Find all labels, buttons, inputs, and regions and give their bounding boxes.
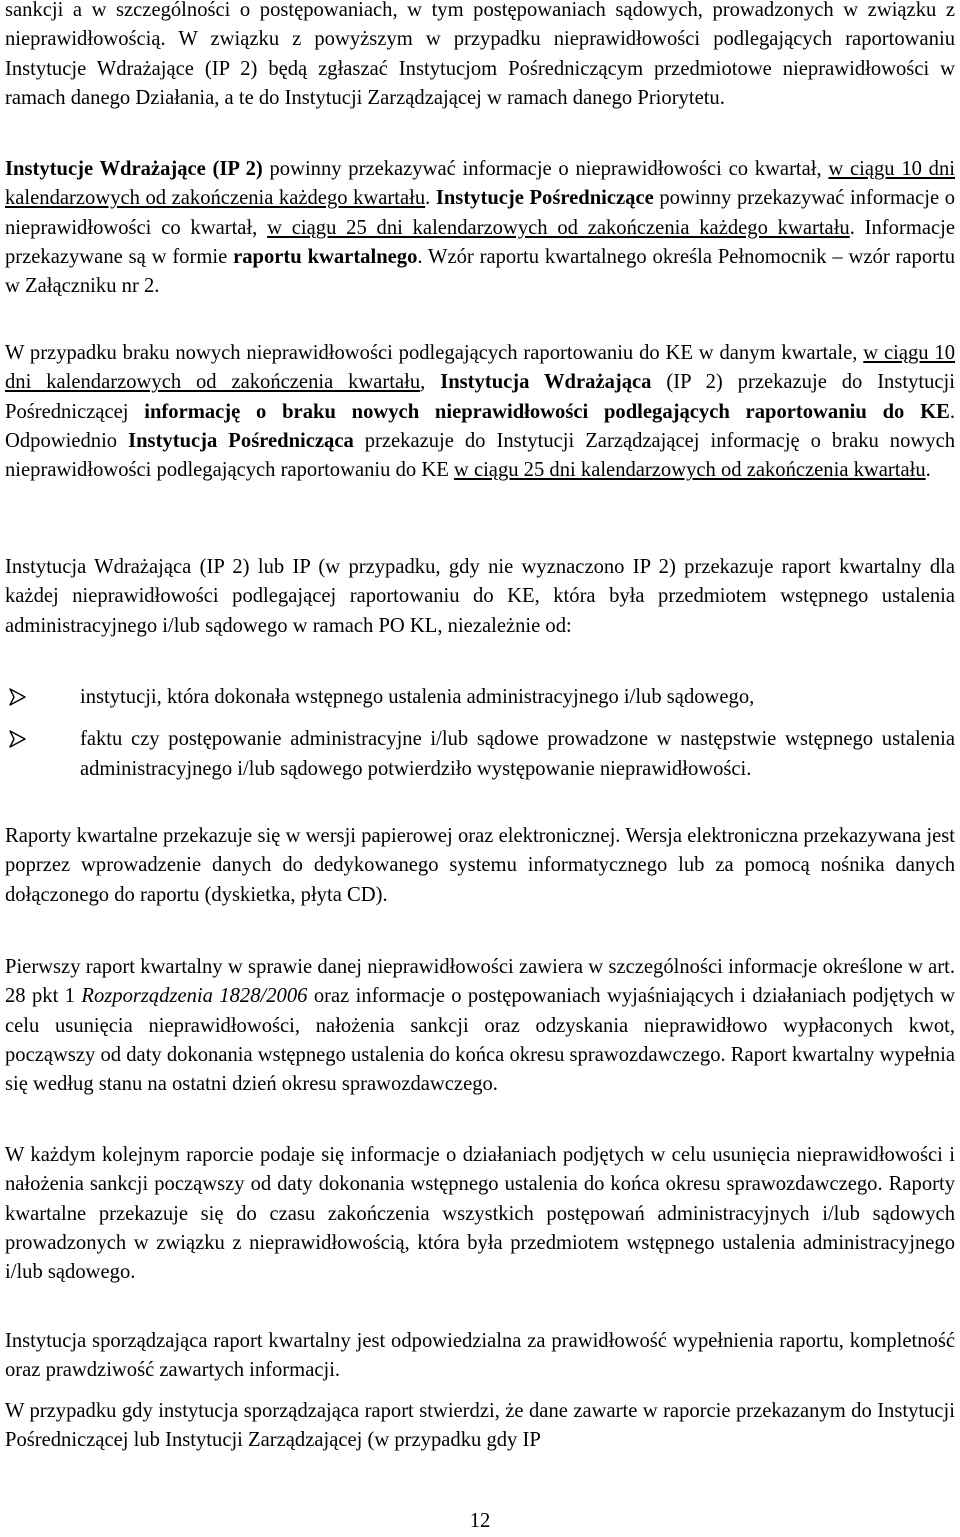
- arrow-bullet-icon: [8, 687, 28, 707]
- paragraph-text: . Odpowiednio: [5, 400, 955, 452]
- arrow-bullet-icon: [8, 729, 28, 749]
- underlined-text: w ciągu 10 dni kalendarzowych od zakończenia każdego kwartału: [5, 158, 955, 210]
- underlined-text: w ciągu 25 dni kalendarzowych od zakończenia każdego kwartału: [267, 216, 850, 239]
- paragraph-text: . Wzór raportu kwartalnego określa Pełnomocnik – wzór raportu w Załączniku nr 2.: [5, 245, 955, 298]
- paragraph-no-irregularities: [5, 339, 955, 485]
- paragraph-first-report: [5, 953, 955, 1099]
- bold-text: informację o braku nowych nieprawidłowości podlegających raportowaniu do KE: [144, 400, 950, 423]
- paragraph-text: W przypadku gdy instytucja sporządzająca raport stwierdzi, że dane zawarte w raporcie przekazanym do Instytucji Pośredniczącej lub Instytucji Zarządzającej (w przypadku gdy IP: [5, 1400, 955, 1452]
- paragraph-text: przekazuje do Instytucji Zarządzającej informację o braku nowych nieprawidłowości podlegających raportowaniu do KE: [5, 429, 956, 482]
- underlined-text: w ciągu 10 dni kalendarzowych od zakończenia kwartału: [5, 342, 956, 394]
- paragraph-quarterly-report-scope: [5, 553, 955, 641]
- paragraph-text: Pierwszy raport kwartalny w sprawie danej nieprawidłowości zawiera w szczególności informacje określone w art. 28 pkt 1: [5, 956, 955, 1008]
- list-item: [5, 725, 955, 784]
- paragraph-text: .: [925, 459, 931, 482]
- paragraph-responsibility: [5, 1327, 955, 1386]
- bullet-list: [5, 683, 955, 797]
- paragraph-text: Raporty kwartalne przekazuje się w wersji papierowej oraz elektronicznej. Wersja elektroniczna przekazywana jest poprzez wprowadzenie danych do dedykowanego systemu informatycznego lub za pomocą nośnika danych dołączonego do raportu (dyskietka, płyta CD).: [5, 825, 955, 906]
- paragraph-text: powinny przekazywać informacje o nieprawidłowości co kwartał,: [5, 187, 955, 239]
- list-item-text: instytucji, która dokonała wstępnego ustalenia administracyjnego i/lub sądowego,: [80, 686, 755, 708]
- paragraph-text: . Informacje przekazywane są w formie: [5, 216, 955, 268]
- paragraph-text: Instytucja Wdrażająca (IP 2) lub IP (w przypadku, gdy nie wyznaczono IP 2) przekazuje raport kwartalny dla każdej nieprawidłowości podlegającej raportowaniu do KE, która była przedmiotem wstępnego ustalenia administracyjnego i/lub sądowego w ramach PO KL, niezależnie od:: [5, 556, 955, 637]
- paragraph-text: W przypadku braku nowych nieprawidłowości podlegających raportowaniu do KE w danym kwartale,: [5, 342, 864, 364]
- paragraph-reporting-deadlines: [5, 155, 955, 301]
- paragraph-text: oraz informacje o postępowaniach wyjaśniających i działaniach podjętych w celu usunięcia nieprawidłowości, nałożenia sankcji oraz odzyskania nieprawidłowo wypłaconych kwot, począwszy od daty dokonania wstępnego ustalenia do końca okresu sprawozdawczego. Raport kwartalny wypełnia się według stanu na ostatni dzień okresu sprawozdawczego.: [5, 985, 956, 1096]
- bold-text: raportu kwartalnego: [233, 245, 418, 268]
- paragraph-text: sankcji a w szczególności o postępowaniach, w tym postępowaniach sądowych, prowadzonych w związku z nieprawidłowością. W związku z powyższym w przypadku nieprawidłowości podlegających raportowaniu Instytucje Wdrażające (IP 2) będą zgłaszać Instytucjom Pośredniczącym przedmiotowe nieprawidłowości w ramach danego Działania, a te do Instytucji Zarządzającej w ramach danego Priorytetu.: [5, 0, 955, 109]
- paragraph-text: ,: [420, 371, 441, 394]
- paragraph-text: (IP 2) przekazuje do Instytucji Pośredniczącej: [5, 371, 955, 423]
- paragraph-subsequent-reports: [5, 1141, 955, 1287]
- paragraph-sanctions: [5, 0, 955, 113]
- bold-text: Instytucja Pośrednicząca: [128, 429, 354, 452]
- paragraph-corrections: [5, 1397, 955, 1456]
- bold-text: Instytucje Pośredniczące: [435, 187, 654, 210]
- paragraph-report-format: [5, 822, 955, 910]
- paragraph-text: powinny przekazywać informacje o nieprawidłowości co kwartał,: [262, 158, 829, 180]
- list-item: [5, 683, 955, 712]
- paragraph-text: .: [425, 187, 436, 210]
- underlined-text: w ciągu 25 dni kalendarzowych od zakończenia kwartału: [453, 459, 926, 482]
- paragraph-text: W każdym kolejnym raporcie podaje się informacje o działaniach podjętych w celu usunięcia nieprawidłowości i nałożenia sankcji począwszy od daty dokonania wstępnego ustalenia do końca okresu sprawozdawczego. Raporty kwartalne przekazuje się do czasu zakończenia wszystkich postępowań administracyjnych i/lub sądowych prowadzonych w związku z nieprawidłowością, która była przedmiotem wstępnego ustalenia administracyjnego i/lub sądowego.: [5, 1144, 955, 1284]
- italic-text: Rozporządzenia 1828/2006: [81, 985, 308, 1008]
- bold-text: Instytucje Wdrażające (IP 2): [5, 158, 263, 180]
- list-item-text: faktu czy postępowanie administracyjne i/lub sądowe prowadzone w następstwie wstępnego ustalenia administracyjnego i/lub sądowego potwierdziło występowanie nieprawidłowości.: [80, 728, 955, 780]
- bold-text: Instytucja Wdrażająca: [440, 371, 652, 394]
- page-number: 12: [469, 1510, 491, 1532]
- paragraph-text: Instytucja sporządzająca raport kwartalny jest odpowiedzialna za prawidłowość wypełnienia raportu, kompletność oraz prawdziwość zawartych informacji.: [5, 1330, 955, 1382]
